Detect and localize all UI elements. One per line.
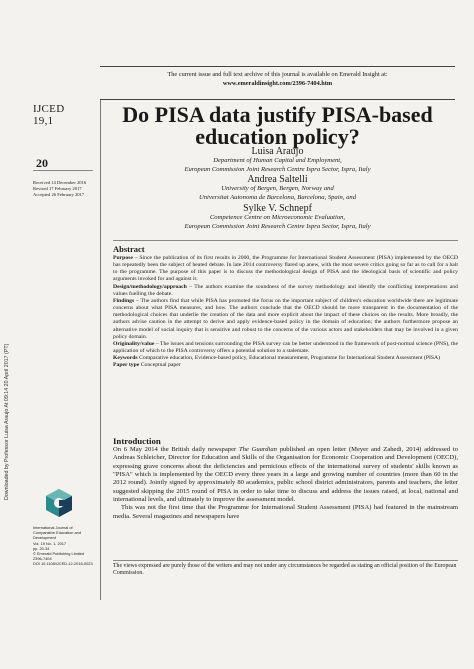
originality-text: – The issues and tensions surrounding the PISA survey can be better understood in the framework of post-normal science (PNS), the application of which to the PISA controversy offers a potential solution to a stalemate. [113, 340, 458, 355]
originality-label: Originality/value [113, 340, 155, 347]
abstract-body [113, 255, 458, 370]
author-name: Andrea Saltelli [247, 174, 308, 186]
journal-abbr: IJCED [33, 103, 65, 115]
journal-abbr-block [33, 103, 64, 127]
keywords-label: Keywords [113, 355, 138, 362]
pub-info-line: Comparative Education and [33, 530, 82, 536]
papertype-text: Conceptual paper [139, 362, 181, 369]
pub-info-line: Vol. 19 No. 1, 2017 [33, 540, 67, 546]
author-name: Luisa Araujo [251, 146, 304, 157]
title-line-1: Do PISA data justify PISA-based [122, 102, 433, 127]
author-affiliation: Competence Centre on Microeconomic Evaluation, [209, 213, 346, 221]
publication-info [33, 525, 95, 567]
footnote-rule [113, 560, 458, 561]
author-name: Sylke V. Schnepf [243, 202, 312, 214]
pub-info-line: DOI 10.1108/IJCED-12-2016-0023 [33, 561, 93, 567]
pub-info-line: pp. 20-34 [33, 545, 50, 551]
download-watermark: Downloaded by Professor Luisa Araujo At 09:14 20 April 2017 (PT) [4, 343, 10, 500]
purpose-label: Purpose [113, 255, 133, 261]
pub-info-line: International Journal of [33, 525, 73, 530]
received-dates [33, 180, 95, 199]
intro-heading: Introduction [113, 436, 161, 446]
header-top-rule [100, 66, 455, 67]
intro-p1-b: published an open letter (Meyer and Zahedi, 2014) addressed to Andreas Schleicher, Director for Education and Skills of the Organisation for Economic Cooperation and Development (OECD), expressing grave concerns about the deficiencies and pernicious effects of the international survey of students' skills known as "PISA" which is implemented by the OECD every three years in a large and growing number of countries (more than 60 in the 2012 round). Jointly signed by approximately 80 academics, public school district administrators, parents and teachers, the letter suggested skipping the 2015 round of PISA in order to take time to discuss and address the issues raised, at local, national and international levels, and ultimately to improve the assessment model. [113, 446, 458, 504]
pub-info-line: 2396-7404 [33, 556, 52, 562]
title-line-2: education policy? [195, 124, 360, 149]
author-affiliation: University of Bergen, Bergen, Norway and [221, 185, 334, 193]
author-affiliation: Universitat Autonoma de Barcelona, Barcelona, Spain, and [198, 194, 357, 202]
abstract-heading: Abstract [113, 244, 145, 254]
archive-notice: The current issue and full text archive of this journal is available on Emerald Insight at: [167, 71, 388, 78]
pub-info-line: © Emerald Publishing Limited [33, 551, 85, 557]
author-list [100, 146, 455, 231]
author-affiliation: European Commission Joint Research Centre Ispra Sector, Ispra, Italy [184, 165, 371, 173]
intro-p2: This was not the first time that the Programme for International Student Assessment (PISA) had featured in the mainstream media. Several magazines and newspapers have [113, 504, 458, 520]
journal-volume: 19,1 [33, 115, 54, 127]
article-title [100, 104, 455, 148]
author-affiliation: European Commission Joint Research Centre Ispra Sector, Ispra, Italy [184, 222, 371, 230]
header-bottom-rule [100, 99, 455, 100]
journal-logo-icon [44, 488, 74, 518]
abstract-rule [113, 240, 458, 241]
intro-newspaper: The Guardian [238, 446, 277, 453]
journal-url[interactable]: www.emeraldinsight.com/2396-7404.htm [222, 80, 333, 87]
purpose-text: – Since the publication of its first results in 2000, the Programme for International Student Assessment (PISA) implemented by the OECD has repeatedly been the subject of heated debate. In late 2014 controversy flared up anew, with the most severe critics going so far as to call for a halt to the programme. The purpose of this paper is to discuss the methodological design of PISA and the ideological basis of scientific and policy arguments invoked for and against it. [113, 255, 458, 283]
pub-info-line: Development [33, 535, 56, 541]
page-number: 20 [36, 156, 48, 170]
design-label: Design/methodology/approach [113, 283, 187, 290]
journal-header [100, 70, 455, 97]
author-affiliation: Department of Human Capital and Employment, [213, 157, 342, 164]
intro-body [113, 446, 458, 521]
footnote: The views expressed are purely those of the writers and may not under any circumstances be regarded as stating an official position of the European Commission. [113, 563, 457, 577]
received-line: Received 14 December 2016 [33, 180, 87, 185]
intro-p1-a: On 6 May 2014 the British daily newspaper [113, 446, 239, 453]
design-text: – The authors examine the soundness of the survey methodology and identify the conflicting interpretations and values fuelling the debate. [113, 283, 458, 297]
accepted-line: Accepted 26 February 2017 [33, 192, 85, 198]
revised-line: Revised 17 February 2017 [33, 186, 82, 192]
keywords-text: Comparative education, Evidence-based policy, Educational measurement, Programme for International Student Assessment (PISA) [137, 355, 441, 362]
findings-text: – The authors find that while PISA has promoted the focus on the important subject of children's education worldwide there are legitimate concerns about what PISA measures, and how. The authors conclude that the OECD should be more transparent in the documentation of the methodological choices that underlie the creation of the data and more explicit about the impact of these choices on the results. More broadly, the authors advise caution in the attempt to derive and apply evidence-based policy in the domain of education; the authors furthermore propose an alternative model of social inquiry that is sensitive and robust to the concerns of the various actors and stakeholders that may be involved in a given policy domain. [113, 297, 458, 340]
papertype-label: Paper type [113, 362, 140, 369]
findings-label: Findings [113, 297, 135, 304]
